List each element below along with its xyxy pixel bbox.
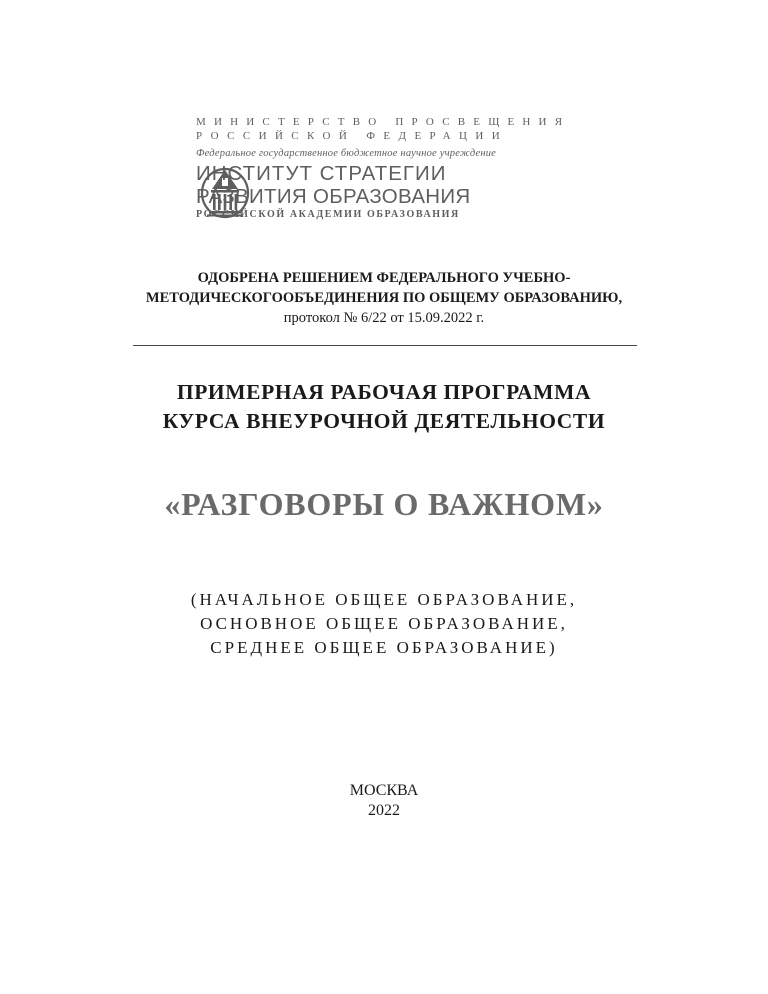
approval-line-1: ОДОБРЕНА РЕШЕНИЕМ ФЕДЕРАЛЬНОГО УЧЕБНО- bbox=[197, 270, 571, 286]
institute-logo bbox=[196, 116, 571, 226]
institute-name-line-2: РАЗВИТИЯ ОБРАЗОВАНИЯ bbox=[196, 185, 471, 208]
ministry-line-1: МИНИСТЕРСТВО ПРОСВЕЩЕНИЯ bbox=[196, 116, 571, 128]
education-level-3: СРЕДНЕЕ ОБЩЕЕ ОБРАЗОВАНИЕ) bbox=[210, 638, 558, 657]
title-line-2: КУРСА ВНЕУРОЧНОЙ ДЕЯТЕЛЬНОСТИ bbox=[162, 409, 606, 433]
city: МОСКВА bbox=[349, 782, 419, 799]
education-level-2: ОСНОВНОЕ ОБЩЕЕ ОБРАЗОВАНИЕ, bbox=[200, 614, 568, 633]
year: 2022 bbox=[368, 802, 400, 819]
education-levels bbox=[0, 588, 768, 660]
protocol-line: протокол № 6/22 от 15.09.2022 г. bbox=[283, 310, 485, 326]
institute-name-line-3: РОССИЙСКОЙ АКАДЕМИИ ОБРАЗОВАНИЯ bbox=[196, 209, 460, 220]
ministry-line-2: РОССИЙСКОЙ ФЕДЕРАЦИИ bbox=[196, 130, 509, 142]
institution-type: Федеральное государственное бюджетное научное учреждение bbox=[196, 148, 497, 159]
institute-name-line-1: ИНСТИТУТ СТРАТЕГИИ bbox=[196, 162, 447, 185]
title-line-1: ПРИМЕРНАЯ РАБОЧАЯ ПРОГРАММА bbox=[176, 380, 592, 404]
education-level-1: (НАЧАЛЬНОЕ ОБЩЕЕ ОБРАЗОВАНИЕ, bbox=[190, 590, 578, 609]
document-title bbox=[0, 378, 768, 436]
imprint bbox=[0, 781, 768, 821]
course-name: «РАЗГОВОРЫ О ВАЖНОМ» bbox=[164, 486, 604, 522]
divider bbox=[133, 345, 637, 346]
approval-block bbox=[0, 268, 768, 328]
approval-line-2: МЕТОДИЧЕСКОГООБЪЕДИНЕНИЯ ПО ОБЩЕМУ ОБРАЗОВАНИЮ, bbox=[145, 290, 623, 306]
